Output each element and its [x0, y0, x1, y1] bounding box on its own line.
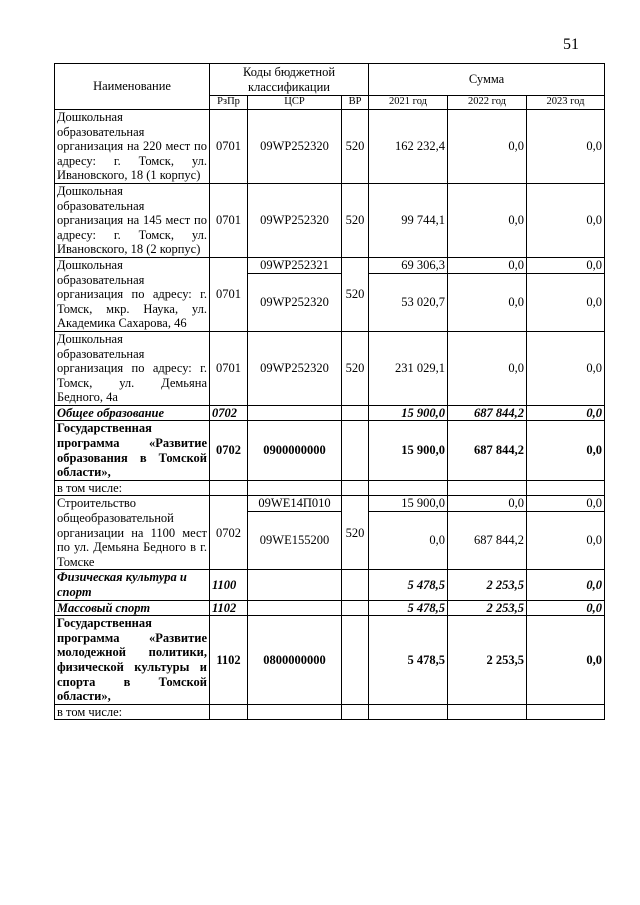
row-2022: [448, 704, 527, 720]
row-2021: [369, 704, 448, 720]
row-2022: 687 844,2: [448, 421, 527, 480]
row-vr: [342, 421, 369, 480]
table-row: [55, 480, 605, 496]
row-name: Дошкольная образовательная организация по адресу: г. Томск, мкр. Наука, ул. Академика Сахарова, 46: [55, 257, 210, 331]
table-row: [55, 257, 605, 273]
row-2022: 0,0: [448, 331, 527, 405]
row-csr: 0800000000: [248, 616, 342, 705]
row-csr: 09WP252320: [248, 331, 342, 405]
table-row: [55, 405, 605, 421]
row-csr: [248, 405, 342, 421]
row-2022: 2 253,5: [448, 570, 527, 600]
row-csr: 09WE155200: [248, 512, 342, 570]
row-name: Строительство общеобразовательной организации на 1100 мест по ул. Демьяна Бедного в г. Томске: [55, 496, 210, 570]
row-vr: 520: [342, 331, 369, 405]
row-name: Дошкольная образовательная организация на 220 мест по адресу: г. Томск, ул. Ивановского, 18 (1 корпус): [55, 110, 210, 184]
row-vr: 520: [342, 257, 369, 331]
row-vr: [342, 480, 369, 496]
row-vr: [342, 616, 369, 705]
header-2022: 2022 год: [448, 96, 527, 110]
row-2023: 0,0: [527, 110, 605, 184]
row-rzpr: 0701: [210, 183, 248, 257]
table-row: [55, 616, 605, 705]
header-vr: ВР: [342, 96, 369, 110]
row-2023: 0,0: [527, 600, 605, 616]
table-row: [55, 496, 605, 512]
row-name: в том числе:: [55, 480, 210, 496]
row-2023: 0,0: [527, 405, 605, 421]
row-csr: 09WP252320: [248, 273, 342, 331]
row-rzpr: 0702: [210, 421, 248, 480]
row-2022: 0,0: [448, 110, 527, 184]
header-amount-group: Сумма: [369, 64, 605, 96]
header-codes-group: Коды бюджетной классификации: [210, 64, 369, 96]
row-2023: 0,0: [527, 183, 605, 257]
row-csr: [248, 704, 342, 720]
row-name: в том числе:: [55, 704, 210, 720]
row-2021: 0,0: [369, 512, 448, 570]
row-2022: 2 253,5: [448, 616, 527, 705]
row-vr: 520: [342, 183, 369, 257]
row-2022: 687 844,2: [448, 512, 527, 570]
row-rzpr: 0702: [210, 496, 248, 570]
row-2023: 0,0: [527, 496, 605, 512]
row-2022: 0,0: [448, 257, 527, 273]
row-rzpr: 0701: [210, 110, 248, 184]
row-csr: [248, 570, 342, 600]
row-csr: [248, 480, 342, 496]
header-name: Наименование: [55, 64, 210, 110]
table-row: [55, 600, 605, 616]
row-2022: [448, 480, 527, 496]
row-2021: 15 900,0: [369, 496, 448, 512]
row-vr: [342, 405, 369, 421]
table-row: [55, 183, 605, 257]
row-2022: 0,0: [448, 496, 527, 512]
row-rzpr: 0702: [210, 405, 248, 421]
row-2022: 0,0: [448, 273, 527, 331]
row-2021: 5 478,5: [369, 616, 448, 705]
row-name: Физическая культура и спорт: [55, 570, 210, 600]
table-row: [55, 704, 605, 720]
row-rzpr: 1102: [210, 600, 248, 616]
row-2022: 2 253,5: [448, 600, 527, 616]
row-2021: 5 478,5: [369, 570, 448, 600]
row-2022: 0,0: [448, 183, 527, 257]
row-rzpr: [210, 704, 248, 720]
row-csr: 09WP252320: [248, 183, 342, 257]
row-vr: 520: [342, 496, 369, 570]
row-2021: 15 900,0: [369, 421, 448, 480]
row-csr: 0900000000: [248, 421, 342, 480]
row-rzpr: 1100: [210, 570, 248, 600]
row-rzpr: 0701: [210, 331, 248, 405]
table-row: [55, 110, 605, 184]
row-vr: [342, 704, 369, 720]
row-2023: 0,0: [527, 257, 605, 273]
row-csr: 09WP252321: [248, 257, 342, 273]
row-name: Массовый спорт: [55, 600, 210, 616]
row-vr: [342, 600, 369, 616]
budget-table: [54, 63, 605, 720]
row-2023: 0,0: [527, 512, 605, 570]
row-2023: 0,0: [527, 331, 605, 405]
header-csr: ЦСР: [248, 96, 342, 110]
row-name: Государственная программа «Развитие образования в Томской области»,: [55, 421, 210, 480]
page-number: 51: [563, 36, 579, 53]
row-name: Общее образование: [55, 405, 210, 421]
row-vr: 520: [342, 110, 369, 184]
table-row: [55, 331, 605, 405]
row-2023: 0,0: [527, 273, 605, 331]
row-2023: 0,0: [527, 421, 605, 480]
header-2021: 2021 год: [369, 96, 448, 110]
row-rzpr: [210, 480, 248, 496]
header-rzpr: РзПр: [210, 96, 248, 110]
row-2021: 53 020,7: [369, 273, 448, 331]
row-2022: 687 844,2: [448, 405, 527, 421]
table-row: [55, 421, 605, 480]
row-rzpr: 0701: [210, 257, 248, 331]
header-2023: 2023 год: [527, 96, 605, 110]
row-rzpr: 1102: [210, 616, 248, 705]
row-csr: 09WE14П010: [248, 496, 342, 512]
row-2021: 5 478,5: [369, 600, 448, 616]
row-2021: 231 029,1: [369, 331, 448, 405]
row-2023: [527, 480, 605, 496]
row-csr: [248, 600, 342, 616]
row-2021: 69 306,3: [369, 257, 448, 273]
row-2023: 0,0: [527, 570, 605, 600]
row-2021: 15 900,0: [369, 405, 448, 421]
table-row: [55, 570, 605, 600]
row-2021: 162 232,4: [369, 110, 448, 184]
row-2023: [527, 704, 605, 720]
row-name: Государственная программа «Развитие молодежной политики, физической культуры и спорта в Томской области»,: [55, 616, 210, 705]
row-name: Дошкольная образовательная организация по адресу: г. Томск, ул. Демьяна Бедного, 4а: [55, 331, 210, 405]
row-csr: 09WP252320: [248, 110, 342, 184]
row-2023: 0,0: [527, 616, 605, 705]
row-vr: [342, 570, 369, 600]
row-2021: [369, 480, 448, 496]
row-2021: 99 744,1: [369, 183, 448, 257]
row-name: Дошкольная образовательная организация на 145 мест по адресу: г. Томск, ул. Ивановского, 18 (2 корпус): [55, 183, 210, 257]
